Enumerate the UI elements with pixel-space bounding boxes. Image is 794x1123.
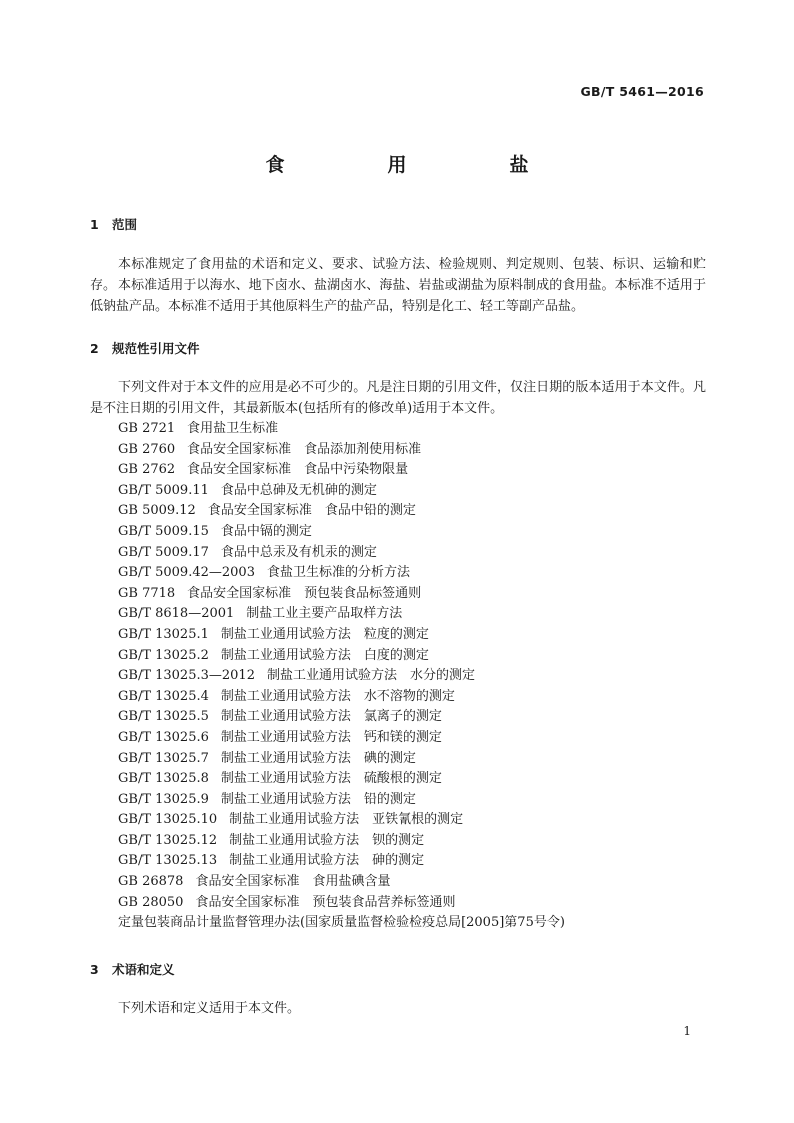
reference-code: GB 2721 bbox=[118, 421, 176, 436]
section-1-paragraph-2: 本标准适用于以海水、地下卤水、盐湖卤水、海盐、岩盐或湖盐为原料制成的食用盐。本标准不适用于低钠盐产品。本标准不适用于其他原料生产的盐产品，特别是化工、轻工等副产品盐。 bbox=[90, 278, 706, 314]
reference-title: 制盐工业通用试验方法 白度的测定 bbox=[220, 647, 429, 663]
reference-title: 定量包装商品计量监督管理办法(国家质量监督检验检疫总局[2005]第75号令) bbox=[118, 915, 565, 931]
reference-item bbox=[118, 687, 565, 708]
section-3-intro: 下列术语和定义适用于本文件。 bbox=[118, 1001, 301, 1016]
reference-title: 食品中总砷及无机砷的测定 bbox=[220, 482, 377, 498]
reference-item bbox=[118, 893, 565, 914]
reference-code: GB 26878 bbox=[118, 874, 184, 890]
reference-title: 食品安全国家标准 食品添加剂使用标准 bbox=[187, 441, 422, 457]
reference-item bbox=[118, 666, 565, 687]
document-title: 食 用 盐 bbox=[265, 154, 571, 176]
reference-item bbox=[118, 790, 565, 811]
section-2-intro: 下列文件对于本文件的应用是必不可少的。凡是注日期的引用文件，仅注日期的版本适用于本文件。凡是不注日期的引用文件，其最新版本(包括所有的修改单)适用于本文件。 bbox=[90, 380, 706, 416]
reference-title: 制盐工业主要产品取样方法 bbox=[246, 606, 403, 622]
reference-title: 制盐工业通用试验方法 亚铁氰根的测定 bbox=[229, 812, 464, 828]
reference-code: GB/T 13025.12 bbox=[118, 832, 218, 848]
reference-code: GB 2762 bbox=[118, 462, 176, 478]
reference-title: 制盐工业通用试验方法 粒度的测定 bbox=[220, 626, 429, 642]
page-number: 1 bbox=[683, 1024, 691, 1038]
reference-title: 制盐工业通用试验方法 铅的测定 bbox=[220, 791, 416, 807]
reference-item bbox=[118, 749, 565, 770]
reference-code: GB/T 13025.7 bbox=[118, 750, 209, 766]
reference-item bbox=[118, 543, 565, 564]
reference-item bbox=[118, 625, 565, 646]
reference-item bbox=[118, 769, 565, 790]
reference-code: GB/T 5009.11 bbox=[118, 482, 209, 498]
reference-title: 食用盐卫生标准 bbox=[187, 421, 279, 436]
reference-item bbox=[118, 440, 565, 461]
normative-reference-list bbox=[118, 419, 565, 934]
reference-code: GB 5009.12 bbox=[118, 503, 196, 519]
reference-title: 制盐工业通用试验方法 硫酸根的测定 bbox=[220, 771, 442, 787]
reference-title: 制盐工业通用试验方法 水分的测定 bbox=[266, 668, 475, 684]
reference-code: GB/T 13025.4 bbox=[118, 688, 209, 704]
reference-item bbox=[118, 707, 565, 728]
reference-item bbox=[118, 646, 565, 667]
reference-title: 食品安全国家标准 食品中铅的测定 bbox=[207, 503, 416, 519]
reference-code: GB/T 13025.13 bbox=[118, 853, 218, 869]
reference-title: 食品安全国家标准 预包装食品营养标签通则 bbox=[195, 894, 456, 910]
reference-code: GB 7718 bbox=[118, 585, 176, 601]
section-1-paragraph-1: 本标准规定了食用盐的术语和定义、要求、试验方法、检验规则、判定规则、包装、标识、运输和贮存。 bbox=[90, 257, 706, 293]
reference-title: 食品安全国家标准 食用盐碘含量 bbox=[195, 874, 391, 890]
reference-title: 制盐工业通用试验方法 钙和镁的测定 bbox=[220, 729, 442, 745]
reference-item bbox=[118, 810, 565, 831]
reference-title: 食品安全国家标准 预包装食品标签通则 bbox=[187, 585, 422, 601]
reference-code: GB/T 13025.6 bbox=[118, 729, 209, 745]
reference-item bbox=[118, 584, 565, 605]
section-3-heading bbox=[90, 960, 175, 978]
reference-code: GB/T 13025.10 bbox=[118, 812, 218, 828]
reference-code: GB 2760 bbox=[118, 441, 176, 457]
reference-code: GB/T 13025.3—2012 bbox=[118, 668, 255, 684]
reference-title: 食品中总汞及有机汞的测定 bbox=[220, 544, 377, 560]
reference-item bbox=[118, 728, 565, 749]
reference-code: GB/T 13025.8 bbox=[118, 771, 209, 787]
reference-code: GB/T 5009.15 bbox=[118, 523, 209, 539]
reference-title: 食品安全国家标准 食品中污染物限量 bbox=[187, 462, 409, 478]
reference-title: 制盐工业通用试验方法 砷的测定 bbox=[229, 853, 425, 869]
reference-title: 制盐工业通用试验方法 水不溶物的测定 bbox=[220, 688, 455, 704]
reference-code: GB/T 13025.9 bbox=[118, 791, 209, 807]
reference-item bbox=[118, 851, 565, 872]
section-1-title: 范围 bbox=[112, 217, 138, 232]
reference-item bbox=[118, 604, 565, 625]
reference-item bbox=[118, 563, 565, 584]
reference-code: GB/T 5009.42—2003 bbox=[118, 565, 255, 581]
section-3-number: 3 bbox=[90, 961, 99, 977]
section-2-heading bbox=[90, 339, 200, 357]
reference-item bbox=[118, 522, 565, 543]
reference-item bbox=[118, 460, 565, 481]
reference-title: 食盐卫生标准的分析方法 bbox=[266, 565, 410, 581]
reference-title: 制盐工业通用试验方法 碘的测定 bbox=[220, 750, 416, 766]
reference-title: 制盐工业通用试验方法 氯离子的测定 bbox=[220, 709, 442, 725]
reference-title: 制盐工业通用试验方法 钡的测定 bbox=[229, 832, 425, 848]
reference-code: GB/T 13025.1 bbox=[118, 626, 209, 642]
reference-item bbox=[118, 481, 565, 502]
standard-code: GB/T 5461—2016 bbox=[580, 84, 704, 99]
section-2-title: 规范性引用文件 bbox=[112, 341, 200, 356]
reference-code: GB/T 8618—2001 bbox=[118, 606, 235, 622]
section-1-number: 1 bbox=[90, 216, 99, 232]
reference-item bbox=[118, 419, 565, 440]
reference-item bbox=[118, 501, 565, 522]
reference-item bbox=[118, 872, 565, 893]
section-3-title: 术语和定义 bbox=[112, 962, 175, 977]
section-1-heading bbox=[90, 215, 137, 233]
reference-title: 食品中镉的测定 bbox=[220, 523, 312, 539]
reference-code: GB/T 13025.5 bbox=[118, 709, 209, 725]
reference-code: GB/T 13025.2 bbox=[118, 647, 209, 663]
reference-item bbox=[118, 913, 565, 934]
reference-code: GB 28050 bbox=[118, 894, 184, 910]
section-2-number: 2 bbox=[90, 340, 99, 356]
reference-code: GB/T 5009.17 bbox=[118, 544, 209, 560]
reference-item bbox=[118, 831, 565, 852]
